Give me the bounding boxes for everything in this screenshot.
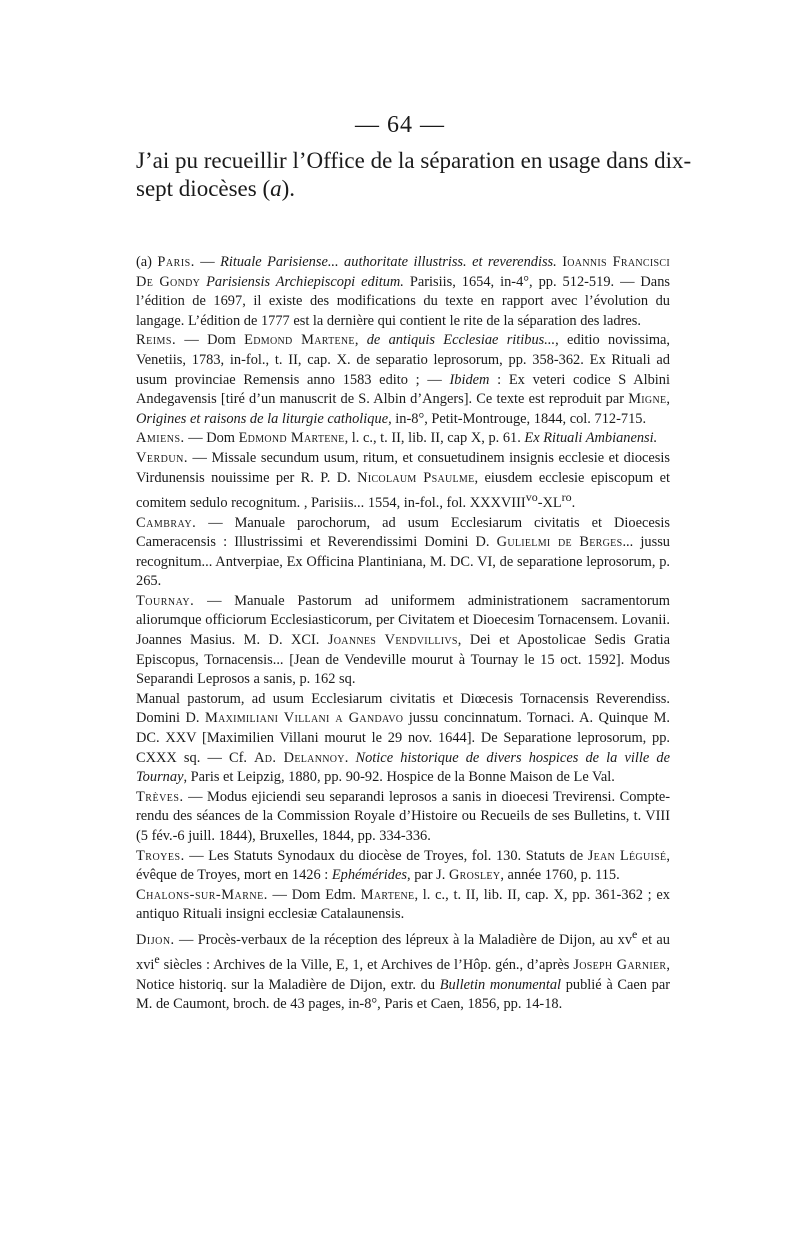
footnote-text: — Procès-verbaux de la réception des lépreux à la Maladière de Dijon, au xv (174, 931, 633, 948)
footnote-text: , (666, 391, 670, 408)
footnote-text: , évêque de Troyes, mort en 1426 : (136, 847, 670, 884)
footnote-text: -XL (537, 494, 562, 511)
footnote-text: : Ex veteri codice S Albini Andegavensis [tiré d’un manuscrit de S. Albin d’Angers]. Ce texte est reproduit par (136, 371, 670, 408)
work-title: Origines et raisons de la liturgie catholique (136, 410, 389, 427)
ibidem: Ibidem (449, 371, 490, 388)
author-name: Gulielmi de Berges (496, 534, 623, 551)
footnote-text: siècles : Archives de la Ville, E, 1, et Archives de l’Hôp. gén., d’après (159, 957, 574, 974)
footnote-troyes (136, 847, 670, 886)
footnote-text: , Notice historiq. sur la Maladière de Dijon, extr. du (136, 957, 670, 993)
intro-text: J’ai pu recueillir l’Office de la séparation en usage dans dix-sept diocèses ( (136, 148, 692, 201)
place-heading: Cambray. (136, 514, 197, 531)
footnote-cambray (136, 514, 670, 592)
author-name: Ioannis Francisci De Gondy (136, 254, 670, 290)
work-title: Bulletin monumental (439, 976, 562, 993)
footnote-tournay-continued (136, 690, 670, 788)
superscript: vo (525, 490, 538, 505)
footnote-text: , par J. (407, 867, 449, 884)
place-heading: Reims. (136, 332, 177, 349)
work-title: de antiquis Ecclesiae ritibus... (366, 332, 556, 349)
intro-paragraph (136, 147, 706, 203)
footnote-text: Parisiis, 1654, in-4°, pp. 512-519. — Dans l’édition de 1697, il existe des modifications du texte en rapport avec l’évolution du langage. L’édition de 1777 est la dernière qui contient le rite de la séparation des ladres. (136, 273, 670, 329)
author-name: Ad. Delannoy (254, 749, 345, 766)
work-title: Parisiensis Archiepiscopi editum. (206, 273, 404, 290)
footnote-mark-a: (a) (136, 254, 152, 270)
intro-text-end: ). (281, 176, 296, 201)
footnote-dijon (136, 925, 670, 1015)
footnote-text: — Dom (176, 332, 245, 349)
superscript: e (632, 926, 638, 941)
footnote-text: — Dom (184, 430, 239, 447)
footnote-amiens (136, 429, 670, 449)
footnote-treves (136, 788, 670, 847)
author-name: Edmond Martene (244, 332, 355, 349)
footnote-text: , l. c., t. II, lib. II, cap. X, pp. 361-362 ; ex antiquo Rituali insigni ecclesiæ Catalaunensis. (136, 886, 670, 923)
place-heading: Trèves. (136, 788, 184, 805)
footnote-text: — (194, 254, 221, 270)
superscript: e (154, 952, 160, 967)
place-heading: Amiens. (136, 430, 185, 447)
footnote-text: et au xvi (136, 931, 671, 974)
place-heading: Verdun. (136, 449, 188, 466)
work-title: Ex Rituali Ambianensi. (524, 430, 658, 447)
footnote-text: — Modus ejiciendi seu separandi leprosos a sanis in dioecesi Trevirensi. Compte-rendu des séances de la Commission Royale d’Histoire ou Recueils de ses Bulletins, t. VIII (5 fév.-6 juill. 1844), Bruxelles, 1844, pp. 334-336. (136, 788, 670, 845)
work-title: Ephémérides (331, 867, 407, 884)
author-name: Martene (360, 886, 415, 903)
superscript: ro (561, 490, 572, 505)
author-name: Edmond Martene (238, 430, 345, 447)
footnote-text: publié à Caen par M. de Caumont, broch. de 43 pages, in-8°, Paris et Caen, 1856, pp. 14-18. (136, 976, 670, 1013)
footnote-reims (136, 331, 670, 429)
footnote-text: — Les Statuts Synodaux du diocèse de Troyes, fol. 130. Statuts de (184, 847, 588, 864)
footnote-text: , Dei et Apostolicae Sedis Gratia Episcopus, Tornacensis... [Jean de Vendeville mourut à Tournay le 15 oct. 1592]. Modus Separandi Leprosos a sanis, p. 162 sq. (136, 632, 670, 688)
footnotes (136, 253, 670, 1015)
footnote-text: , editio novissima, Venetiis, 1783, in-fol., t. II, cap. X. de separatio leprosorum, pp. 358-362. Ex Rituali ad usum provinciae Remensis anno 1583 edito ; — (136, 332, 670, 388)
footnote-text: , eiusdem ecclesie episcopum et comitem sedulo recognitum. , Parisiis... 1554, in-fol., fol. XXXVIII (136, 469, 670, 511)
footnote-mark: a (270, 176, 282, 201)
author-name: Maximiliani Villani a Gandavo (204, 710, 404, 727)
place-heading: Chalons-sur-Marne. (136, 886, 268, 903)
footnote-text: . (571, 494, 576, 511)
place-heading: Tournay. (136, 592, 195, 609)
footnote-text: — Manuale parochorum, ad usum Ecclesiarum civitatis et Dioecesis Cameracensis : Illustrissimi et Reverendissimi Domini D. (136, 514, 670, 551)
author-name: Jean Léguisé (587, 847, 667, 864)
footnote-text: . (344, 749, 356, 766)
footnote-paris (136, 253, 670, 331)
footnote-text: , l. c., t. II, lib. II, cap X, p. 61. (344, 430, 525, 447)
page-number: — 64 — (355, 112, 445, 138)
author-name: Nicolaum Psaulme (357, 469, 475, 486)
author-name: Grosley (448, 867, 501, 884)
author-name: Joannes Vendvillivs (327, 632, 458, 649)
footnote-text: , Paris et Leipzig, 1880, pp. 90-92. Hospice de la Bonne Maison de Le Val. (183, 769, 615, 786)
footnote-chalons (136, 886, 670, 925)
footnote-text: , (354, 332, 367, 349)
footnote-text: , in-8°, Petit-Montrouge, 1844, col. 712-715. (388, 410, 647, 427)
place-heading: Paris. (157, 254, 195, 270)
work-title: Notice historique de divers hospices de la ville de Tournay (136, 749, 670, 786)
footnote-text: Manual pastorum, ad usum Ecclesiarum civitatis et Diœcesis Tornacensis Reverendiss. Domini D. (136, 690, 670, 727)
footnote-text: ... jussu recognitum... Antverpiae, Ex Officina Plantiniana, M. DC. VI, de separatione leprosorum, p. 265. (136, 534, 670, 590)
place-heading: Troyes. (136, 847, 185, 864)
work-title: Rituale Parisiense... authoritate illustriss. et reverendiss. (220, 254, 557, 270)
author-name: Joseph Garnier (573, 957, 667, 974)
footnote-text: , année 1760, p. 115. (500, 867, 620, 884)
footnote-text: — Manuale Pastorum ad uniformem administrationem sacramentorum aliorumque officiorum Ecclesiasticorum, per Civitatem et Dioecesim Tornacensem. Lovanii. Joannes Masius. M. D. XCI. (136, 592, 670, 649)
footnote-verdun (136, 449, 670, 514)
footnote-tournay (136, 592, 670, 690)
place-heading: Dijon. (136, 931, 175, 948)
footnote-text: — Dom Edm. (267, 886, 361, 903)
footnote-text: — Missale secundum usum, ritum, et consuetudinem insignis ecclesie et diocesis Virdunensis nouissime per R. P. D. (136, 449, 670, 486)
footnote-text: jussu concinnatum. Tornaci. A. Quinque M. DC. XXV [Maximilien Villani mourut le 29 nov. 1644]. De Separatione leprosorum, pp. CXXX sq. — Cf. (136, 710, 671, 766)
author-name: Migne (628, 391, 667, 408)
